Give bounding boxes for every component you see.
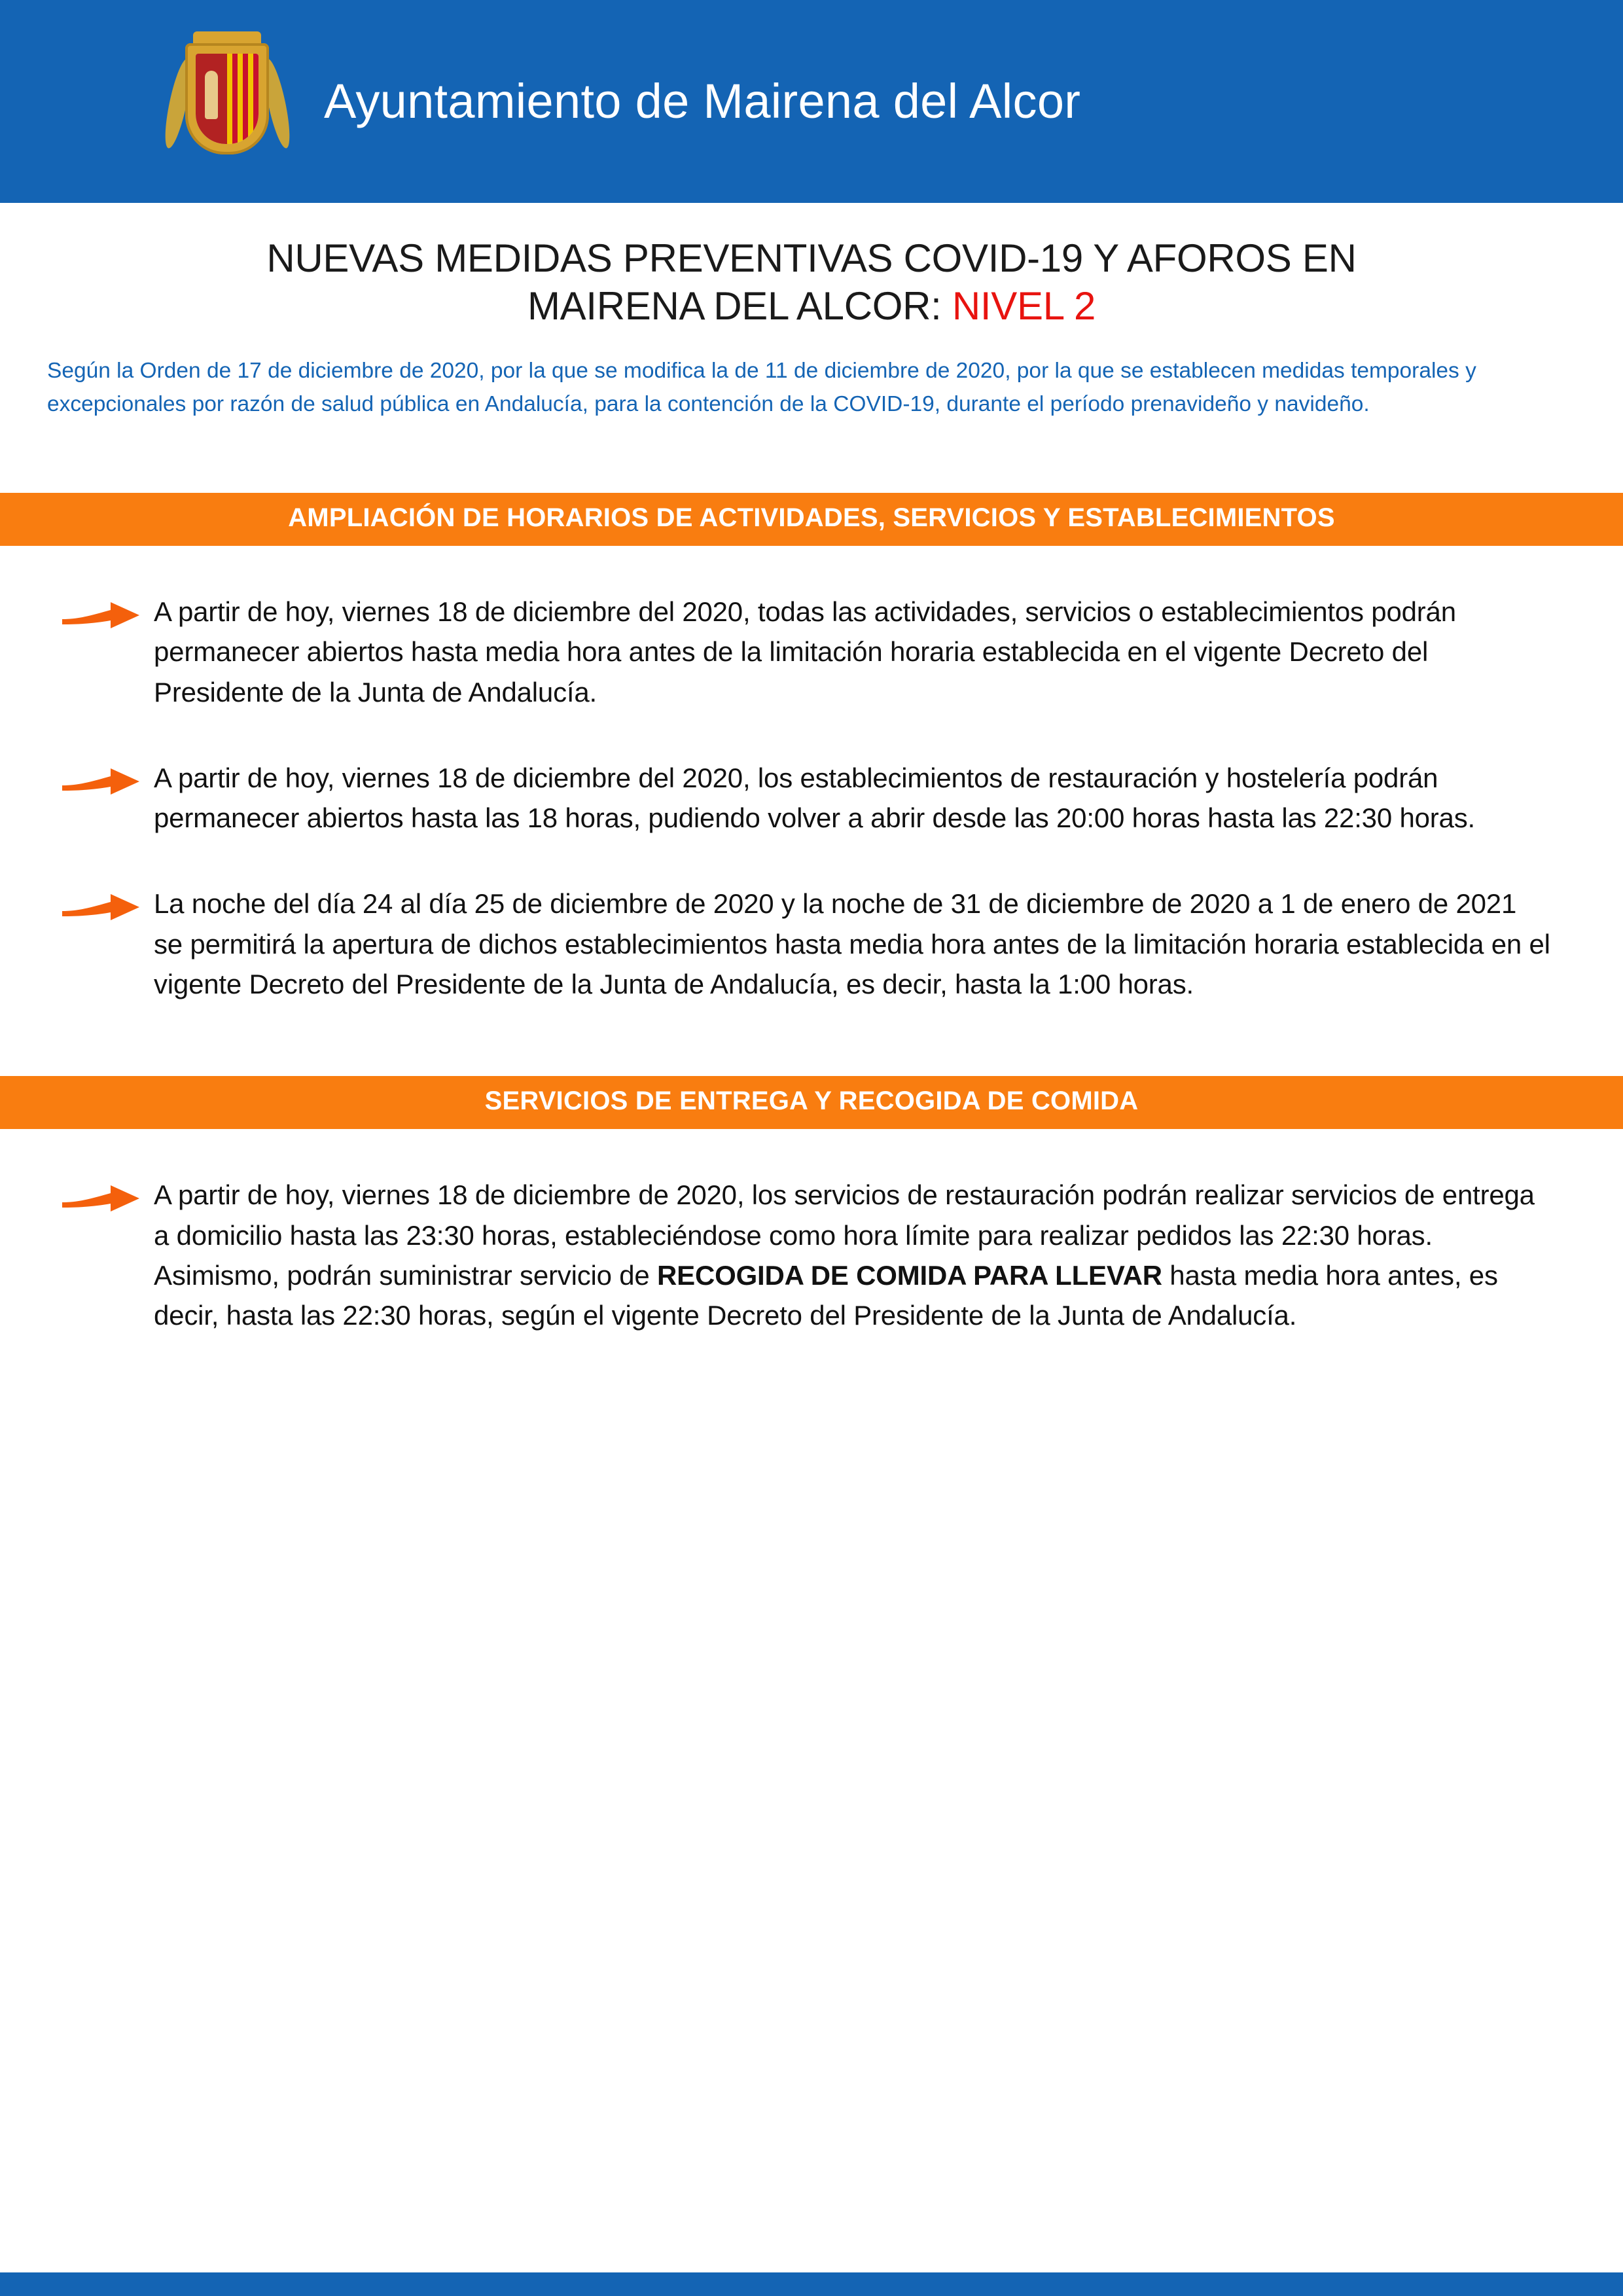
arrow-icon (62, 884, 154, 924)
list-item-text (154, 1175, 1551, 1335)
title-block (0, 203, 1623, 330)
list-item-text-part2: hasta media hora antes, es decir, hasta las 22:30 horas, según el vigente Decreto del Presidente de la Junta de Andalucía. (154, 1260, 1498, 1331)
section-spacer (0, 1004, 1623, 1076)
section-heading-horarios: AMPLIACIÓN DE HORARIOS DE ACTIVIDADES, SERVICIOS Y ESTABLECIMIENTOS (0, 493, 1623, 546)
arrow-icon (62, 592, 154, 632)
section-2-list (0, 1175, 1623, 1335)
intro-paragraph: Según la Orden de 17 de diciembre de 2020, por la que se modifica la de 11 de diciembre de 2020, por la que se establecen medidas temporales y excepcionales por razón de salud pública en Andalucía, para la contención de la COVID-19, durante el período prenavideño y navideño. (47, 359, 1476, 416)
header-title: Ayuntamiento de Mairena del Alcor (324, 74, 1081, 129)
list-item-text: A partir de hoy, viernes 18 de diciembre del 2020, los establecimientos de restauración y hostelería podrán permanecer abiertos hasta las 18 horas, pudiendo volver a abrir desde las 20:00 horas hasta las 22:30 horas. (154, 762, 1475, 834)
page-title-line1: NUEVAS MEDIDAS PREVENTIVAS COVID-19 Y AFOROS EN (266, 236, 1357, 280)
coat-of-arms-icon (167, 31, 288, 172)
page-header (0, 0, 1623, 203)
page-title (46, 234, 1577, 330)
list-item (62, 884, 1551, 1004)
list-item-text-emphasis: RECOGIDA DE COMIDA PARA LLEVAR (657, 1260, 1162, 1291)
list-item-text-part1: A partir de hoy, viernes 18 de diciembre de 2020, los servicios de restauración podrán realizar servicios de entrega a domicilio hasta las 23:30 horas, estableciéndose como hora límite para realizar pedidos las 22:30 horas. Asimismo, podrán suministrar servicio de (154, 1179, 1535, 1291)
section-heading-entrega: SERVICIOS DE ENTREGA Y RECOGIDA DE COMIDA (0, 1076, 1623, 1129)
list-item (62, 592, 1551, 712)
section-1-list (0, 592, 1623, 1005)
list-item-text: A partir de hoy, viernes 18 de diciembre del 2020, todas las actividades, servicios o establecimientos podrán permanecer abiertos hasta media hora antes de la limitación horaria establecida en el vigente Decreto del Presidente de la Junta de Andalucía. (154, 596, 1456, 708)
page-footer-bar (0, 2272, 1623, 2296)
arrow-icon (62, 758, 154, 798)
page-title-line2: MAIRENA DEL ALCOR: (527, 284, 952, 329)
alert-level-badge: NIVEL 2 (952, 284, 1096, 329)
list-item-text: La noche del día 24 al día 25 de diciembre de 2020 y la noche de 31 de diciembre de 2020 a 1 de enero de 2021 se permitirá la apertura de dichos establecimientos hasta media hora antes de la limitación horaria establecida en el vigente Decreto del Presidente de la Junta de Andalucía, es decir, hasta la 1:00 horas. (154, 888, 1550, 1000)
list-item (62, 758, 1551, 838)
arrow-icon (62, 1175, 154, 1215)
list-item (62, 1175, 1551, 1335)
